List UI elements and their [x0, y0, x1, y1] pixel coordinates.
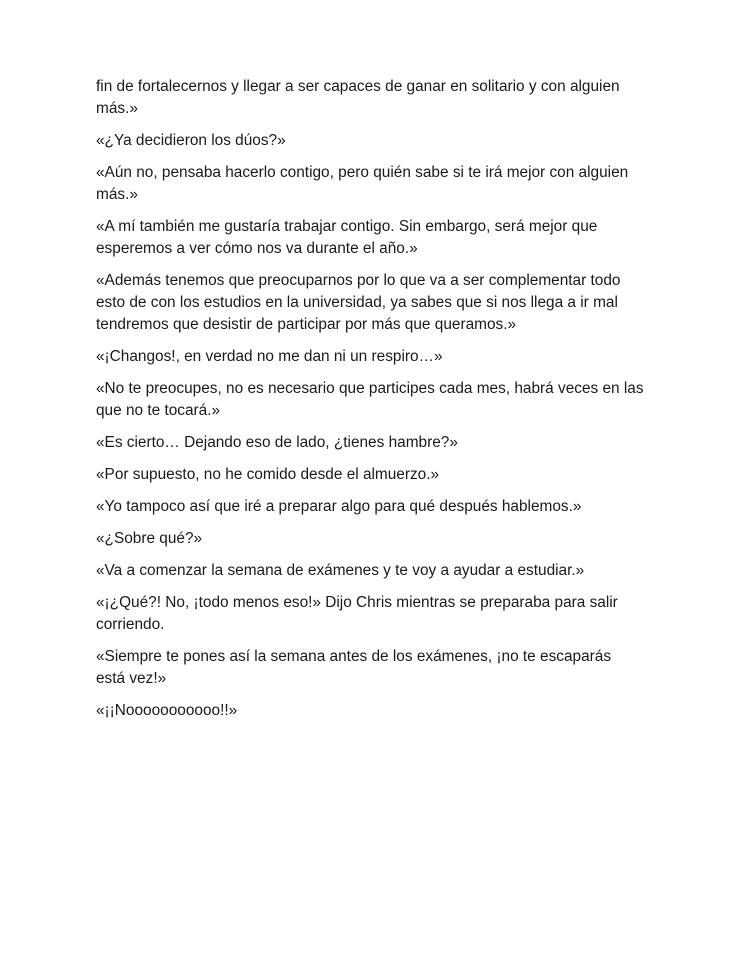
- paragraph: «Yo tampoco así que iré a preparar algo para qué después hablemos.»: [96, 498, 582, 515]
- paragraph: «Va a comenzar la semana de exámenes y te voy a ayudar a estudiar.»: [96, 562, 585, 579]
- paragraph: «A mí también me gustaría trabajar contigo. Sin embargo, será mejor que esperemos a ver cómo nos va durante el año.»: [96, 218, 598, 257]
- paragraph: «Siempre te pones así la semana antes de los exámenes, ¡no te escaparás está vez!»: [96, 648, 612, 687]
- paragraph: «Es cierto… Dejando eso de lado, ¿tienes hambre?»: [96, 434, 458, 451]
- document-body: [96, 76, 644, 732]
- paragraph: «¡Changos!, en verdad no me dan ni un respiro…»: [96, 348, 443, 365]
- paragraph: «¡¡Nooooooooooo!!»: [96, 702, 238, 719]
- paragraph: «¡¿Qué?! No, ¡todo menos eso!» Dijo Chris mientras se preparaba para salir corriendo.: [96, 594, 618, 633]
- paragraph: «¿Sobre qué?»: [96, 530, 203, 547]
- paragraph: «Por supuesto, no he comido desde el almuerzo.»: [96, 466, 440, 483]
- paragraph: «No te preocupes, no es necesario que participes cada mes, habrá veces en las que no te tocará.»: [96, 380, 644, 419]
- paragraph: «Aún no, pensaba hacerlo contigo, pero quién sabe si te irá mejor con alguien más.»: [96, 164, 629, 203]
- paragraph: «Además tenemos que preocuparnos por lo que va a ser complementar todo esto de con los estudios en la universidad, ya sabes que si nos llega a ir mal tendremos que desistir de participar por más que queramos.»: [96, 272, 621, 333]
- paragraph: «¿Ya decidieron los dúos?»: [96, 132, 286, 149]
- paragraph: fin de fortalecernos y llegar a ser capaces de ganar en solitario y con alguien más.»: [96, 78, 620, 117]
